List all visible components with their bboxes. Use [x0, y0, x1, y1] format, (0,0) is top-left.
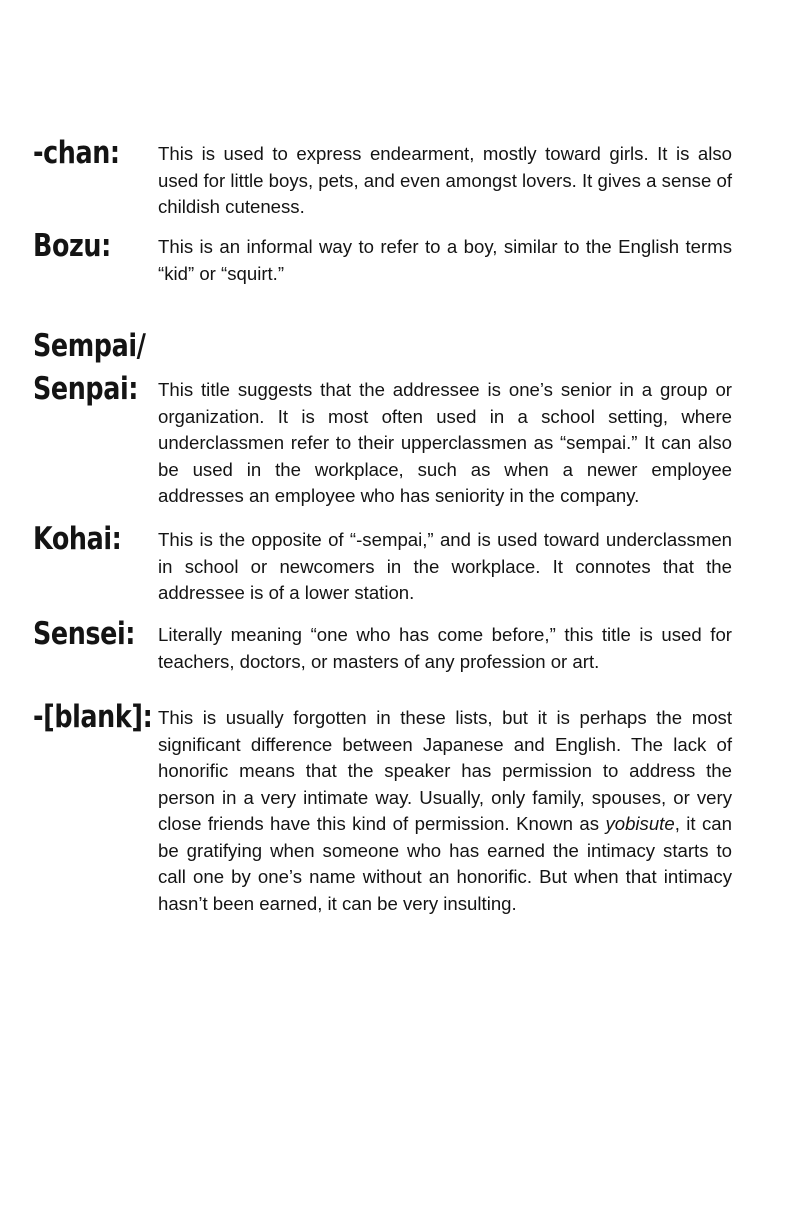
term-sempai-line1: Sempai/ — [33, 328, 146, 364]
definition-sempai: This title suggests that the addressee is one’s senior in a group or organization. It is most often used in a school setting, where underclassmen refer to their upperclassmen as “sempai.” It can also be used in the workplace, such as when a newer employee addresses an employee who has seniority in the company. — [158, 379, 732, 506]
term-sempai-line2: Senpai: — [33, 371, 139, 407]
definition-blank-part2: , it can be gratifying when someone who has earned the intimacy starts to call one by one’s name without an honorific. But when that intimacy hasn’t been earned, it can be very insulting. — [158, 813, 732, 914]
definition-sensei: Literally meaning “one who has come before,” this title is used for teachers, doctors, or masters of any profession or art. — [158, 624, 732, 672]
term-kohai: Kohai: — [33, 521, 122, 557]
term-bozu: Bozu: — [33, 228, 111, 264]
definition-bozu: This is an informal way to refer to a boy, similar to the English terms “kid” or “squirt.” — [158, 236, 732, 284]
term-blank: -[blank]: — [33, 699, 153, 735]
term-chan: -chan: — [33, 135, 120, 171]
definition-blank-part1: This is usually forgotten in these lists, but it is perhaps the most significant difference between Japanese and English. The lack of honorific means that the speaker has permission to address the person in a very intimate way. Usually, only family, spouses, or very close friends have this kind of permission. Known as — [158, 707, 732, 834]
definition-blank-italic-term: yobisute — [605, 813, 675, 834]
definition-kohai: This is the opposite of “-sempai,” and is used toward underclassmen in school or newcomers in the workplace. It connotes that the addressee is of a lower station. — [158, 529, 732, 603]
term-sensei: Sensei: — [33, 616, 136, 652]
definition-chan: This is used to express endearment, mostly toward girls. It is also used for little boys, pets, and even amongst lovers. It gives a sense of childish cuteness. — [158, 143, 732, 217]
definition-blank — [158, 705, 732, 917]
